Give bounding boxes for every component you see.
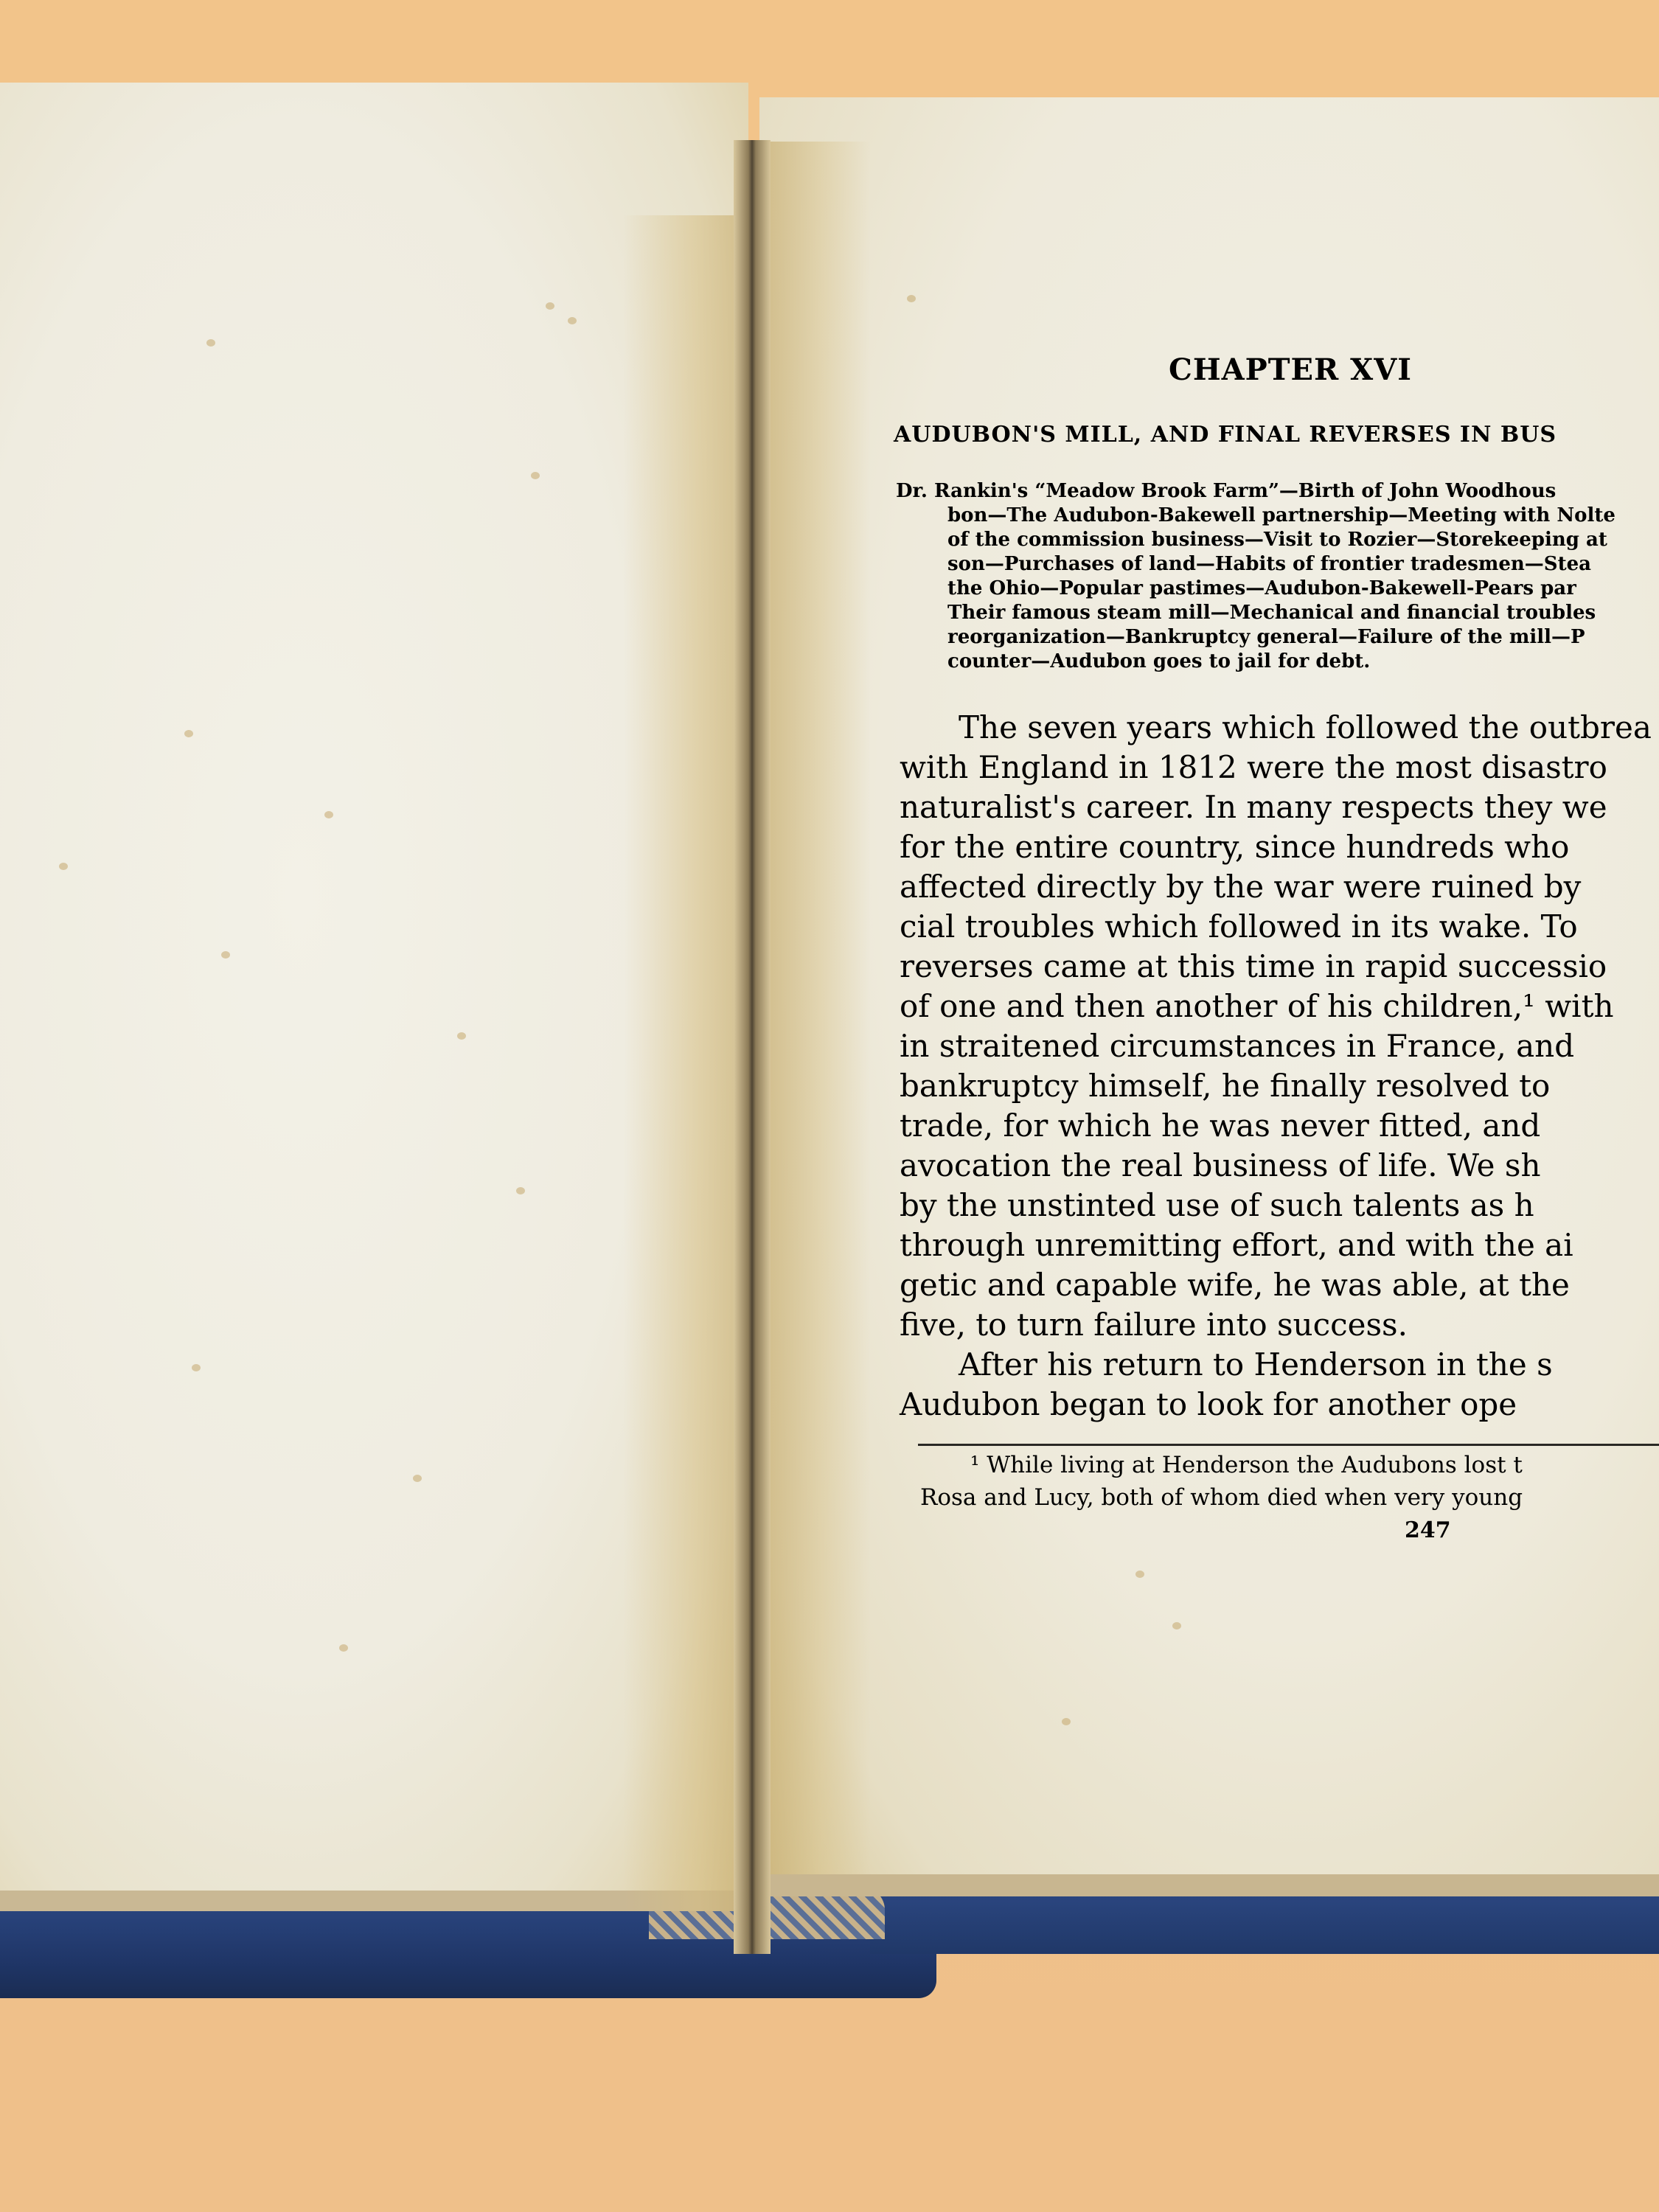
body-line: getic and capable wife, he was able, at the: [900, 1267, 1570, 1303]
footnote-line: ¹ While living at Henderson the Audubons lost t: [970, 1452, 1523, 1478]
foxing-spot: [59, 863, 68, 870]
foxing-spot: [907, 295, 916, 302]
page-number: 247: [1405, 1517, 1451, 1543]
body-line: The seven years which followed the outbrea: [959, 709, 1652, 745]
foxing-spot: [206, 339, 215, 347]
foxing-spot: [339, 1644, 348, 1652]
body-line: of one and then another of his children,¹ with: [900, 988, 1614, 1024]
body-line: reverses came at this time in rapid successio: [900, 948, 1607, 984]
body-line: Audubon began to look for another ope: [900, 1386, 1517, 1422]
summary-line: reorganization—Bankruptcy general—Failure of the mill—P: [947, 626, 1585, 648]
foxing-spot: [324, 811, 333, 818]
body-line: naturalist's career. In many respects they we: [900, 789, 1607, 825]
foxing-spot: [457, 1032, 466, 1040]
footnote-line: Rosa and Lucy, both of whom died when very young: [920, 1484, 1523, 1511]
summary-line: son—Purchases of land—Habits of frontier tradesmen—Stea: [947, 553, 1591, 575]
foxing-spot: [184, 730, 193, 737]
foxing-stain: [623, 215, 748, 1911]
foxing-spot: [531, 472, 540, 479]
footnote-rule: [918, 1444, 1659, 1446]
book-gutter: [734, 140, 771, 1954]
foxing-spot: [1062, 1718, 1071, 1725]
body-line: avocation the real business of life. We sh: [900, 1147, 1541, 1183]
chapter-summary: [896, 479, 1615, 674]
foxing-spot: [192, 1364, 201, 1371]
foxing-spot: [568, 317, 577, 324]
summary-line: Their famous steam mill—Mechanical and financial troubles: [947, 602, 1596, 624]
body-line: bankruptcy himself, he finally resolved to: [900, 1068, 1551, 1104]
foxing-spot: [221, 951, 230, 959]
body-line: cial troubles which followed in its wake. To: [900, 908, 1578, 945]
body-line: with England in 1812 were the most disastro: [900, 749, 1607, 785]
footnotes: [920, 1449, 1523, 1514]
left-page: [0, 83, 748, 1911]
body-line: After his return to Henderson in the s: [959, 1346, 1553, 1382]
foxing-spot: [1172, 1622, 1181, 1630]
foxing-spot: [1135, 1571, 1144, 1578]
chapter-heading: CHAPTER XVI: [1169, 352, 1412, 387]
chapter-title: AUDUBON'S MILL, AND FINAL REVERSES IN BUS: [894, 422, 1557, 448]
body-text: [900, 708, 1652, 1425]
foxing-stain: [759, 142, 870, 1874]
summary-line: Dr. Rankin's “Meadow Brook Farm”—Birth of John Woodhous: [896, 480, 1557, 502]
foxing-spot: [546, 302, 554, 310]
foxing-spot: [413, 1475, 422, 1482]
body-line: by the unstinted use of such talents as h: [900, 1187, 1534, 1223]
summary-line: bon—The Audubon-Bakewell partnership—Meeting with Nolte: [947, 504, 1615, 526]
body-line: through unremitting effort, and with the ai: [900, 1227, 1573, 1263]
body-line: in straitened circumstances in France, and: [900, 1028, 1575, 1064]
body-line: affected directly by the war were ruined by: [900, 869, 1582, 905]
summary-line: the Ohio—Popular pastimes—Audubon-Bakewell-Pears par: [947, 577, 1576, 599]
body-line: for the entire country, since hundreds who: [900, 829, 1570, 865]
summary-line: of the commission business—Visit to Rozier—Storekeeping at: [947, 529, 1607, 551]
foxing-spot: [516, 1187, 525, 1194]
body-line: trade, for which he was never fitted, and: [900, 1107, 1541, 1144]
body-line: five, to turn failure into success.: [900, 1307, 1408, 1343]
summary-line: counter—Audubon goes to jail for debt.: [947, 650, 1371, 672]
